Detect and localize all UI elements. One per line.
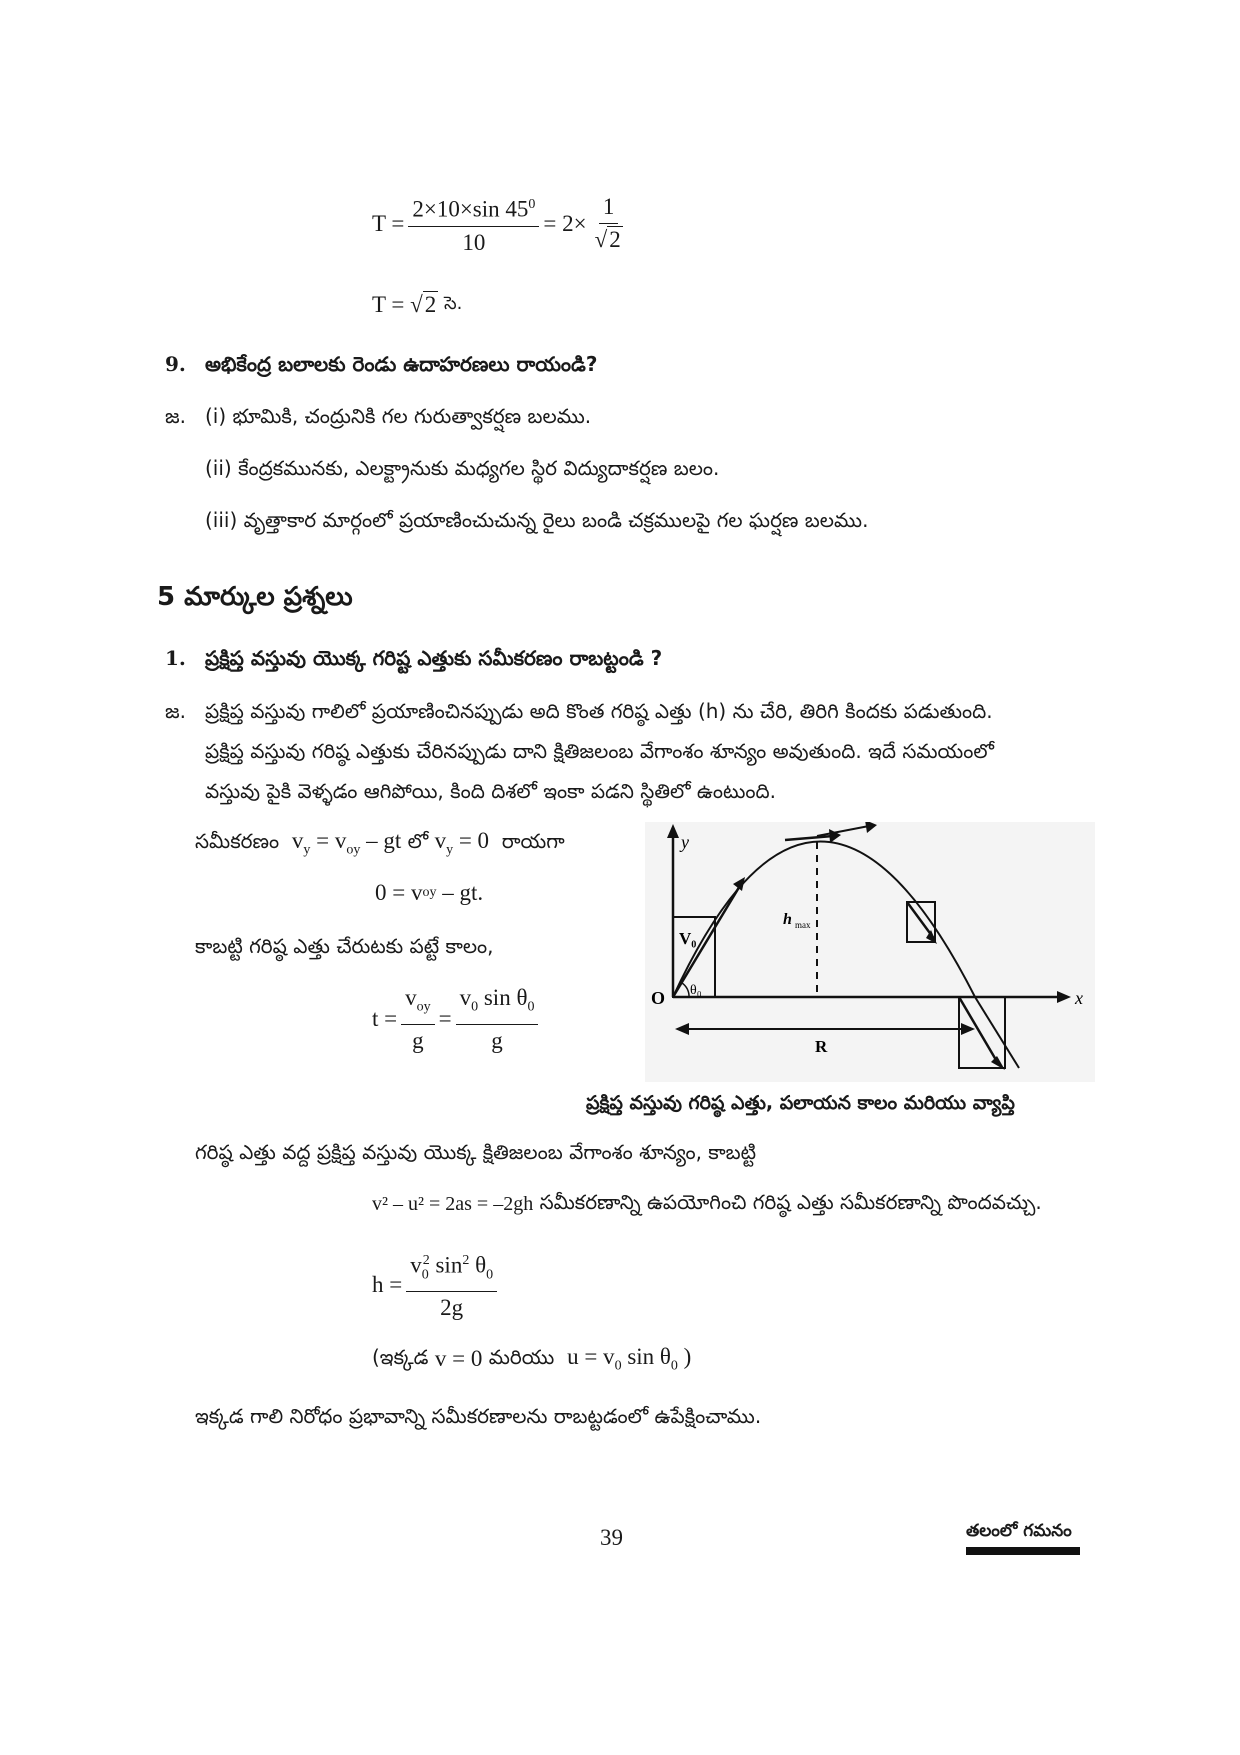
- t-eq2: = 2×: [543, 210, 587, 236]
- t-result-root: 2: [424, 292, 437, 317]
- diagram-background: [645, 822, 1095, 1082]
- vy-equation-line: సమీకరణం $v_y = v_{oy}$ – gt లో $v_y = 0$ రాయగా: [195, 828, 565, 858]
- where-v: v = 0: [434, 1346, 483, 1372]
- t-frac2-num: 1: [599, 194, 619, 224]
- q9-answer-1: (i) భూమికి, చంద్రునికి గల గురుత్వాకర్షణ బలము.: [205, 404, 592, 428]
- section-heading: 5 మార్కుల ప్రశ్నలు: [157, 582, 353, 612]
- zero-eq-tail: – gt.: [442, 880, 484, 905]
- q9-answer-3: (iii) వృత్తాకార మార్గంలో ప్రయాణించుచున్న రైలు బండి చక్రములపై గల ఘర్షణ బలము.: [205, 508, 869, 532]
- time-text: కాబట్టి గరిష్ఠ ఎత్తు చేరుటకు పట్టే కాలం,: [195, 934, 494, 958]
- t-lhs: T =: [372, 210, 405, 236]
- zero-equation: [375, 880, 483, 906]
- chapter-title: తలంలో గమనం: [966, 1521, 1072, 1541]
- where-tail: sin θ: [627, 1344, 671, 1369]
- t-denominator: 10: [462, 229, 486, 255]
- eq-mid-text: లో: [407, 828, 429, 853]
- max-height-text: గరిష్ఠ ఎత్తు వద్ద ప్రక్షిప్త వస్తువు యొక్క క్షితిజలంబ వేగాంశం శూన్యం, కాబట్టి: [195, 1140, 757, 1164]
- q1-number: 1.: [165, 646, 186, 670]
- q1-answer-prefix: జ.: [165, 699, 186, 723]
- time-equation: t = $\frac{v_{oy}}{g}$ = $\frac{v_0 \sin \theta_0}{g}$: [372, 985, 542, 1054]
- eq-end-text: రాయగా: [501, 828, 565, 853]
- t-fraction: [408, 192, 539, 256]
- hmax-sub: max: [795, 920, 811, 930]
- range-label: R: [815, 1037, 828, 1056]
- y-label: y: [681, 832, 689, 852]
- q9-question: అభికేంద్ర బలాలకు రెండు ఉదాహరణలు రాయండి?: [205, 352, 598, 376]
- origin-label: O: [651, 988, 666, 1008]
- h-equation: h = $\frac{v_0^2 \sin^2 \theta_0}{2g}$: [372, 1248, 501, 1321]
- figure-caption: ప్రక్షిప్త వస్తువు గరిష్ఠ ఎత్తు, పలాయన కాలం మరియు వ్యాప్తి: [586, 1092, 1015, 1114]
- q9-answer-prefix: జ.: [165, 404, 186, 428]
- footer-bar: [966, 1547, 1080, 1555]
- air-resistance-note: ఇక్కడ గాలి నిరోధం ప్రభావాన్ని సమీకరణాలను రాబట్టడంలో ఉపేక్షించాము.: [195, 1404, 762, 1428]
- eq-intro-text: సమీకరణం: [195, 828, 280, 853]
- where-u: u = v: [567, 1344, 615, 1369]
- kinematic-equation: v² – u² = 2as = –2gh: [372, 1193, 534, 1215]
- v0-label: V₀: [679, 929, 697, 948]
- theta-label: θ₀: [690, 983, 702, 998]
- q1-para-line-3: వస్తువు పైకి వెళ్ళడం ఆగిపోయి, కింది దిశలో ఇంకా పడని స్థితిలో ఉంటుంది.: [205, 779, 776, 803]
- page-number: 39: [600, 1525, 623, 1550]
- q1-para-line-2: ప్రక్షిప్త వస్తువు గరిష్ఠ ఎత్తుకు చేరినప్పుడు దాని క్షితిజలంబ వేగాంశం శూన్యం అవుతుంది. ఇదే సమయంలో: [205, 739, 994, 763]
- q9-number: 9.: [165, 352, 186, 376]
- t-result-unit: సె.: [443, 292, 463, 314]
- where-prefix: (ఇక్కడ: [372, 1344, 429, 1369]
- x-label: x: [1075, 988, 1083, 1008]
- q9-answer-2: (ii) కేంద్రకమునకు, ఎలక్ట్రానుకు మధ్యగల స్థిర విద్యుదాకర్షణ బలం.: [205, 456, 720, 480]
- t-frac2-den: 2: [609, 227, 621, 253]
- where-line: (ఇక్కడ v = 0 మరియు $u = v_0$ $\sin \theta_0$ ): [372, 1344, 692, 1374]
- where-and: మరియు: [488, 1344, 555, 1369]
- t-fraction2: $\frac{1}{√2}$: [594, 194, 621, 253]
- zero-eq-lhs: 0 = v: [375, 880, 423, 905]
- t-numerator: 2×10×sin 45: [412, 196, 529, 222]
- kinematic-text: సమీకరణాన్ని ఉపయోగించి గరిష్ఠ ఎత్తు సమీకరణాన్ని పొందవచ్చు.: [539, 1190, 1042, 1214]
- kinematic-line: [372, 1190, 1042, 1219]
- t-result: T = √ 2 సె.: [372, 292, 463, 317]
- zero-eq-sub: oy: [422, 885, 437, 900]
- q1-answer-paragraph: [205, 691, 994, 811]
- t-numerator-exp: 0: [528, 197, 536, 212]
- projectile-diagram: [645, 822, 1095, 1082]
- t-result-lhs: T =: [372, 292, 405, 317]
- t-equation: [372, 192, 631, 256]
- q1-para-line-1: ప్రక్షిప్త వస్తువు గాలిలో ప్రయాణించినప్పుడు అది కొంత గరిష్ఠ ఎత్తు (h) ను చేరి, తిరిగి కిందకు పడుతుంది.: [205, 699, 993, 723]
- hmax-label: h: [783, 911, 792, 928]
- q1-question: ప్రక్షిప్త వస్తువు యొక్క గరిష్ట ఎత్తుకు సమీకరణం రాబట్టండి ?: [205, 646, 663, 670]
